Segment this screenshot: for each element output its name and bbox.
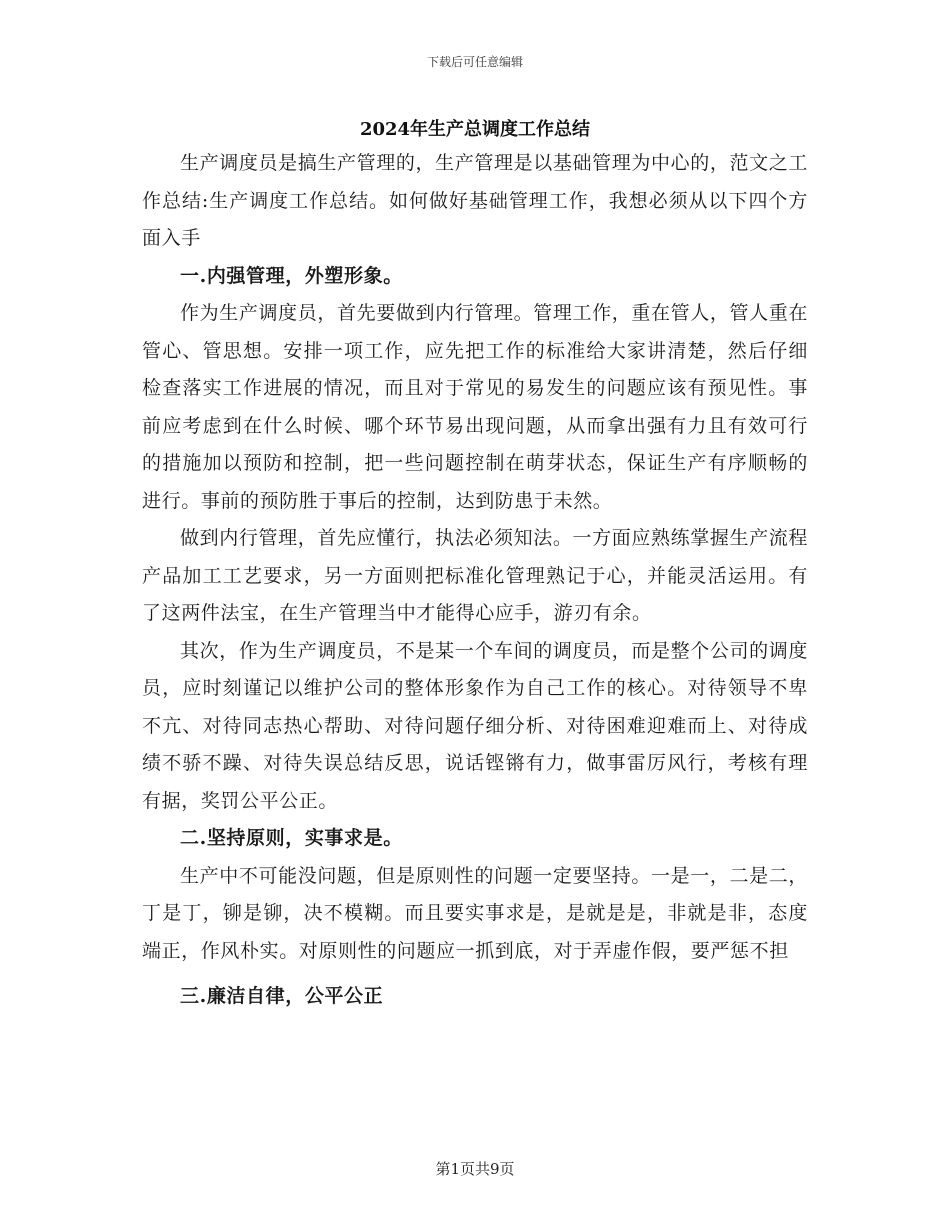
section-1-paragraph-2: 做到内行管理，首先应懂行，执法必须知法。一方面应熟练掌握生产流程产品加工工艺要求，另一方面则把标准化管理熟记于心，并能灵活运用。有了这两件法宝，在生产管理当中才能得心应手，游刃有余。 [142, 527, 808, 624]
page-title: 2024年生产总调度工作总结 [359, 119, 591, 140]
section-1-paragraph-3: 其次，作为生产调度员，不是某一个车间的调度员，而是整个公司的调度员，应时刻谨记以维护公司的整体形象作为自己工作的核心。对待领导不卑不亢、对待同志热心帮助、对待问题仔细分析、对待困难迎难而上、对待成绩不骄不躁、对待失误总结反思，说话铿锵有力，做事雷厉风行，考核有理有据，奖罚公平公正。 [142, 639, 808, 812]
section-heading-2: 二.坚持原则，实事求是。 [180, 827, 403, 849]
section-heading-1: 一.内强管理，外塑形象。 [180, 264, 403, 287]
section-2-paragraph-1: 生产中不可能没问题，但是原则性的问题一定要坚持。一是一，二是二，丁是丁，铆是铆，决不模糊。而且要实事求是，是就是是，非就是非，态度端正，作风朴实。对原则性的问题应一抓到底，对于弄虚作假，要严惩不担 [142, 864, 808, 962]
header-note: 下载后可任意编辑 [426, 55, 523, 69]
intro-paragraph: 生产调度员是搞生产管理的，生产管理是以基础管理为中心的，范文之工作总结:生产调度工作总结。如何做好基础管理工作，我想必须从以下四个方面入手 [142, 152, 808, 249]
section-1-paragraph-1: 作为生产调度员，首先要做到内行管理。管理工作，重在管人，管人重在管心、管思想。安排一项工作，应先把工作的标准给大家讲清楚，然后仔细检查落实工作进展的情况，而且对于常见的易发生的问题应该有预见性。事前应考虑到在什么时候、哪个环节易出现问题，从而拿出强有力且有效可行的措施加以预防和控制，把一些问题控制在萌芽状态，保证生产有序顺畅的进行。事前的预防胜于事后的控制，达到防患于未然。 [142, 302, 808, 512]
section-heading-3: 三.廉洁自律，公平公正 [180, 985, 384, 1007]
document-body [142, 145, 808, 1016]
page-number-footer: 第1页共9页 [435, 1160, 515, 1178]
